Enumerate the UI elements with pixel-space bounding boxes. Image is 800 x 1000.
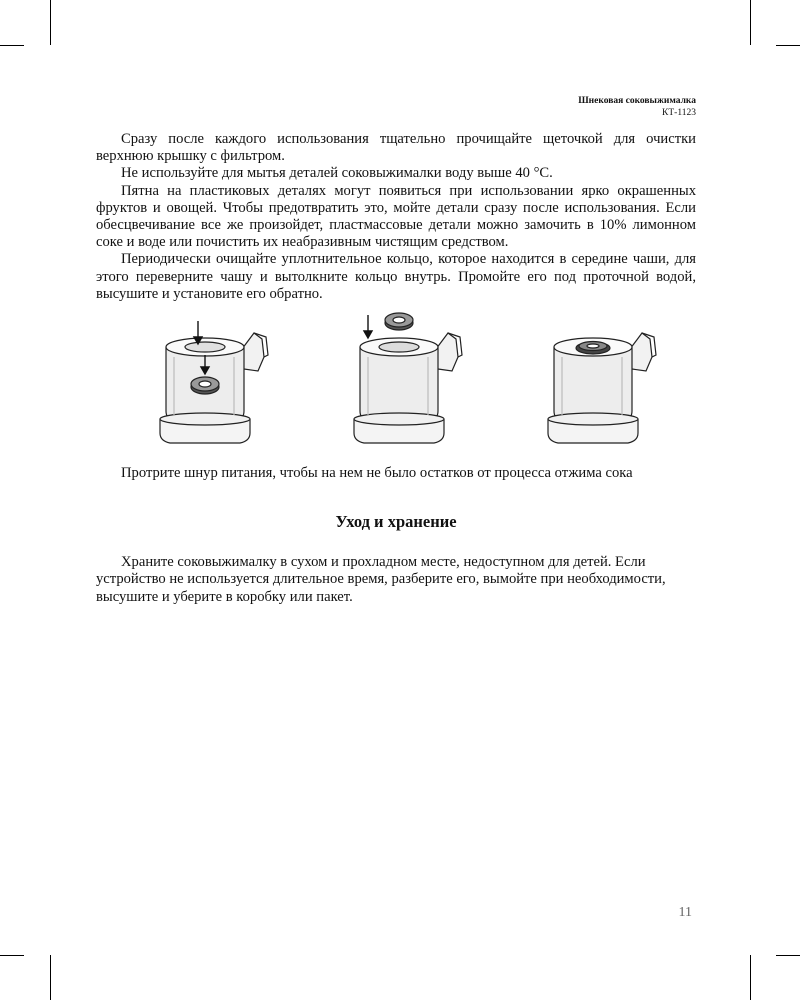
crop-mark [776,955,800,956]
page-number: 11 [678,905,692,920]
illustration-row [96,311,696,459]
juicer-bowl-illustration [348,311,478,459]
section-title: Уход и хранение [335,512,457,532]
running-header [578,95,696,119]
paragraph: Храните соковыжималку в сухом и прохладном месте, недоступном для детей. Если устройство не используется длительное время, разберите его, вымойте при необходимости, высушите и уберите в коробку или пакет. [96,554,666,605]
page-content [96,131,696,606]
paragraph: Пятна на пластиковых деталях могут появиться при использовании ярко окрашенных фруктов и овощей. Чтобы предотвратить это, мойте детали сразу после использования. Если обесцвечивание все же произойдет, пластмассовые детали можно замочить в 10% лимонном соке и воде или почистить их неабразивным чистящим средством. [96,182,696,251]
crop-mark [750,0,751,45]
paragraph: Сразу после каждого использования тщательно прочищайте щеточкой для очистки верхнюю крышку с фильтром. [96,131,696,165]
paragraph: Периодически очищайте уплотнительное кольцо, которое находится в середине чаши, для этого переверните чашу и вытолкните кольцо внутрь. Промойте его под проточной водой, высушите и установите его обратно. [96,251,696,302]
header-title: Шнековая соковыжималка [578,96,696,106]
juicer-bowl-illustration [542,311,672,459]
juicer-bowl-illustration [154,311,284,459]
paragraph: Не используйте для мытья деталей соковыжималки воду выше 40 °С. [121,165,553,182]
header-model: КТ-1123 [662,108,696,118]
crop-mark [50,0,51,45]
crop-mark [0,45,24,46]
crop-mark [0,955,24,956]
crop-mark [50,955,51,1000]
crop-mark [750,955,751,1000]
paragraph: Протрите шнур питания, чтобы на нем не было остатков от процесса отжима сока [121,465,633,482]
crop-mark [776,45,800,46]
